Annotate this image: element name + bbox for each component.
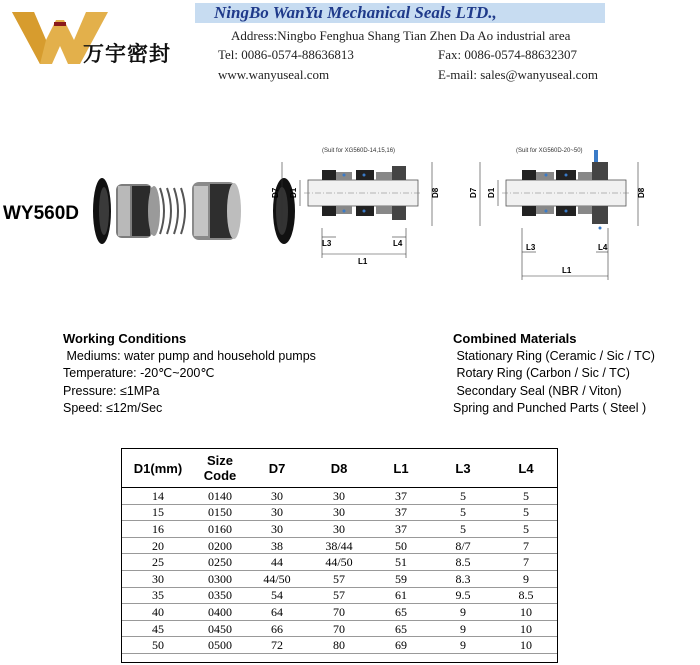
col-header-d8: D8 xyxy=(308,449,370,488)
cell-d1: 15 xyxy=(122,504,194,521)
working-conditions-heading: Working Conditions xyxy=(63,331,187,346)
table-row xyxy=(122,620,558,637)
cell-d8: 80 xyxy=(308,637,370,654)
material-spring-parts: Spring and Punched Parts ( Steel ) xyxy=(453,401,647,415)
dim-label-l1-large: L1 xyxy=(562,266,572,275)
cell-l3: 8.5 xyxy=(432,554,494,571)
cell-l3: 9 xyxy=(432,604,494,621)
cell-l3: 5 xyxy=(432,488,494,505)
dim-label-l3-large: L3 xyxy=(526,243,536,252)
cell-l1: 59 xyxy=(370,570,432,587)
cell-size-code: 0200 xyxy=(194,537,246,554)
combined-materials-section xyxy=(453,330,655,418)
cell-d7: 72 xyxy=(246,637,308,654)
cell-size-code: 0400 xyxy=(194,604,246,621)
cell-l3: 9.5 xyxy=(432,587,494,604)
cell-l1: 50 xyxy=(370,537,432,554)
dim-label-l1: L1 xyxy=(358,257,368,266)
cell-l4: 5 xyxy=(494,521,558,538)
dim-label-d7-large: D7 xyxy=(469,187,478,198)
cell-l4: 10 xyxy=(494,637,558,654)
cell-size-code: 0500 xyxy=(194,637,246,654)
cell-l1: 69 xyxy=(370,637,432,654)
cell-l4: 5 xyxy=(494,504,558,521)
cell-d1: 16 xyxy=(122,521,194,538)
working-condition-speed: Speed: ≤12m/Sec xyxy=(63,401,163,415)
working-conditions-section xyxy=(63,330,316,418)
cell-l3: 9 xyxy=(432,637,494,654)
cell-size-code: 0140 xyxy=(194,488,246,505)
cell-l4: 10 xyxy=(494,620,558,637)
cell-l3: 5 xyxy=(432,504,494,521)
cell-l1: 37 xyxy=(370,504,432,521)
cell-l4: 7 xyxy=(494,537,558,554)
cell-d7: 66 xyxy=(246,620,308,637)
cell-d1: 45 xyxy=(122,620,194,637)
cell-d1: 35 xyxy=(122,587,194,604)
drawing-caption-small: (Suit for XG560D-14,15,16) xyxy=(322,148,396,154)
cell-d8: 44/50 xyxy=(308,554,370,571)
cell-d8: 30 xyxy=(308,504,370,521)
cell-d7: 64 xyxy=(246,604,308,621)
col-header-l1: L1 xyxy=(370,449,432,488)
spec-table-body xyxy=(122,488,558,654)
company-address: Address:Ningbo Fenghua Shang Tian Zhen Da Ao industrial area xyxy=(231,28,571,43)
cell-d7: 44/50 xyxy=(246,570,308,587)
table-row xyxy=(122,604,558,621)
cell-d8: 57 xyxy=(308,587,370,604)
spec-table xyxy=(122,449,558,654)
table-row xyxy=(122,488,558,505)
material-secondary-seal: Secondary Seal (NBR / Viton) xyxy=(453,383,622,398)
dim-label-l3: L3 xyxy=(322,239,332,248)
table-row xyxy=(122,504,558,521)
table-row xyxy=(122,587,558,604)
table-row xyxy=(122,537,558,554)
cell-l1: 65 xyxy=(370,604,432,621)
cell-size-code: 0150 xyxy=(194,504,246,521)
technical-drawing-small xyxy=(264,140,450,268)
col-header-d7: D7 xyxy=(246,449,308,488)
col-header-l4: L4 xyxy=(494,449,558,488)
cell-l3: 5 xyxy=(432,521,494,538)
table-row xyxy=(122,637,558,654)
cell-size-code: 0160 xyxy=(194,521,246,538)
working-condition-temperature: Temperature: -20℃~200℃ xyxy=(63,366,215,380)
logo-chinese-text: 万宇密封 xyxy=(83,42,171,66)
cell-l3: 8/7 xyxy=(432,537,494,554)
cell-d8: 70 xyxy=(308,620,370,637)
cell-l1: 51 xyxy=(370,554,432,571)
dim-label-d1-large: D1 xyxy=(487,187,496,198)
col-header-l3: L3 xyxy=(432,449,494,488)
product-title: WY560D xyxy=(3,203,80,224)
cell-d8: 38/44 xyxy=(308,537,370,554)
company-fax: Fax: 0086-0574-88632307 xyxy=(438,47,578,62)
drawing-caption-large: (Suit for XG560D-20~50) xyxy=(516,148,583,154)
cell-d7: 30 xyxy=(246,521,308,538)
cell-l1: 61 xyxy=(370,587,432,604)
col-header-d1: D1(mm) xyxy=(122,449,194,488)
cell-l3: 8.3 xyxy=(432,570,494,587)
cell-d8: 57 xyxy=(308,570,370,587)
cell-d7: 44 xyxy=(246,554,308,571)
company-email[interactable]: E-mail: sales@wanyuseal.com xyxy=(438,67,598,82)
company-website[interactable]: www.wanyuseal.com xyxy=(218,67,330,82)
cell-l3: 9 xyxy=(432,620,494,637)
cell-d1: 14 xyxy=(122,488,194,505)
dim-label-d8: D8 xyxy=(431,187,440,198)
cell-d1: 30 xyxy=(122,570,194,587)
combined-materials-heading: Combined Materials xyxy=(453,331,577,346)
dim-label-d7: D7 xyxy=(271,187,280,198)
dim-label-l4: L4 xyxy=(393,239,403,248)
spec-table-header-row xyxy=(122,449,558,488)
cell-l4: 10 xyxy=(494,604,558,621)
cell-d7: 38 xyxy=(246,537,308,554)
cell-l1: 37 xyxy=(370,521,432,538)
cell-d7: 30 xyxy=(246,488,308,505)
cell-d8: 30 xyxy=(308,521,370,538)
dim-label-d1: D1 xyxy=(289,187,298,198)
cell-d1: 25 xyxy=(122,554,194,571)
cell-l1: 65 xyxy=(370,620,432,637)
company-tel: Tel: 0086-0574-88636813 xyxy=(218,47,354,62)
cell-d8: 30 xyxy=(308,488,370,505)
table-row xyxy=(122,554,558,571)
company-name: NingBo WanYu Mechanical Seals LTD., xyxy=(214,3,497,22)
dim-label-d8-large: D8 xyxy=(637,187,646,198)
table-row xyxy=(122,570,558,587)
cell-l4: 5 xyxy=(494,488,558,505)
working-condition-mediums: Mediums: water pump and household pumps xyxy=(63,348,316,363)
cell-d8: 70 xyxy=(308,604,370,621)
table-row xyxy=(122,521,558,538)
cell-size-code: 0300 xyxy=(194,570,246,587)
cell-l4: 9 xyxy=(494,570,558,587)
cell-l1: 37 xyxy=(370,488,432,505)
material-rotary-ring: Rotary Ring (Carbon / Sic / TC) xyxy=(453,366,630,380)
dim-label-l4-large: L4 xyxy=(598,243,608,252)
cell-size-code: 0350 xyxy=(194,587,246,604)
material-stationary-ring: Stationary Ring (Ceramic / Sic / TC) xyxy=(453,348,655,363)
working-condition-pressure: Pressure: ≤1MPa xyxy=(63,383,160,398)
technical-drawing-large xyxy=(466,140,656,286)
cell-d7: 54 xyxy=(246,587,308,604)
cell-size-code: 0450 xyxy=(194,620,246,637)
col-header-size-code: Size Code xyxy=(194,449,246,488)
cell-d1: 40 xyxy=(122,604,194,621)
cell-size-code: 0250 xyxy=(194,554,246,571)
cell-l4: 7 xyxy=(494,554,558,571)
cell-d7: 30 xyxy=(246,504,308,521)
cell-d1: 20 xyxy=(122,537,194,554)
cell-l4: 8.5 xyxy=(494,587,558,604)
cell-d1: 50 xyxy=(122,637,194,654)
